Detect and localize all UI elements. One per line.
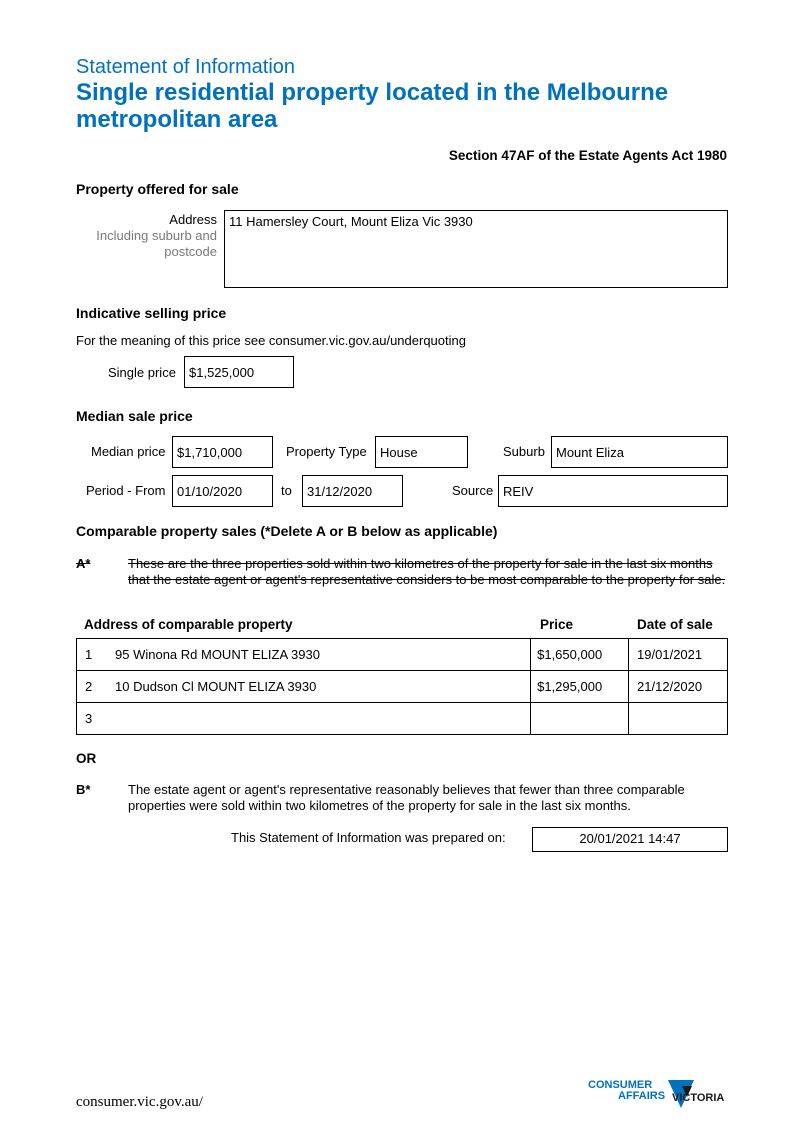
logo-text-affairs: AFFAIRS [618,1090,666,1102]
comparable-sales-table [76,638,728,735]
address-field[interactable]: 11 Hamersley Court, Mount Eliza Vic 3930 [224,210,728,288]
option-a-marker: A* [76,556,91,571]
row-address: 95 Winona Rd MOUNT ELIZA 3930 [115,647,320,662]
period-to-field[interactable]: 31/12/2020 [302,475,403,507]
document-title: Single residential property located in the Melbourne metropolitan area [76,79,669,133]
document-subtitle: Statement of Information [76,56,296,78]
or-label: OR [76,751,97,766]
period-from-field[interactable]: 01/10/2020 [172,475,273,507]
price-cell[interactable] [531,703,629,735]
col-header-address: Address of comparable property [84,617,293,632]
row-number: 3 [85,711,93,726]
address-cell[interactable] [77,703,531,735]
source-field[interactable]: REIV [498,475,728,507]
address-label-block [76,212,217,260]
property-section-title: Property offered for sale [76,181,239,197]
option-b-text: The estate agent or agent's representative reasonably believes that fewer than three comparable properties were sold within two kilometres of the property for sale in the last six months. [128,782,685,813]
single-price-field[interactable]: $1,525,000 [184,356,294,388]
address-cell[interactable] [77,639,531,671]
median-price-label: Median price [91,444,166,459]
single-price-label: Single price [108,365,176,380]
prepared-on-label: This Statement of Information was prepared on: [231,830,506,845]
option-b-marker: B* [76,782,91,797]
col-header-price: Price [540,617,574,632]
col-header-date: Date of sale [637,617,713,632]
logo-text-consumer: CONSUMER [588,1079,653,1091]
suburb-label: Suburb [503,444,545,459]
property-type-field[interactable]: House [375,436,468,468]
table-row [77,703,728,735]
footer-url[interactable]: consumer.vic.gov.au/ [76,1094,203,1110]
logo-text-victoria: VICTORIA [672,1092,725,1104]
consumer-affairs-victoria-logo [588,1078,730,1112]
price-cell[interactable]: $1,650,000 [531,639,629,671]
prepared-on-field[interactable]: 20/01/2021 14:47 [532,827,728,852]
price-cell[interactable]: $1,295,000 [531,671,629,703]
address-label: Address [169,212,217,227]
table-row [77,639,728,671]
period-from-label: Period - From [86,483,166,498]
address-hint: Including suburb and postcode [96,228,217,259]
indicative-section-title: Indicative selling price [76,305,227,321]
address-cell[interactable] [77,671,531,703]
property-type-label: Property Type [286,444,367,459]
act-reference: Section 47AF of the Estate Agents Act 1980 [448,148,727,163]
median-price-field[interactable]: $1,710,000 [172,436,273,468]
median-section-title: Median sale price [76,408,193,424]
date-cell[interactable]: 19/01/2021 [629,639,728,671]
option-a-text: These are the three properties sold within two kilometres of the property for sale in the last six months that the estate agent or agent's representative considers to be most comparable to the property for sale. [128,556,726,587]
to-label: to [281,483,292,498]
date-cell[interactable] [629,703,728,735]
table-row [77,671,728,703]
source-label: Source [452,483,494,498]
row-number: 2 [85,679,93,694]
underquoting-note: For the meaning of this price see consumer.vic.gov.au/underquoting [76,333,466,348]
row-address: 10 Dudson Cl MOUNT ELIZA 3930 [115,679,317,694]
comparable-section-title: Comparable property sales (*Delete A or B below as applicable) [76,523,498,539]
row-number: 1 [85,647,93,662]
date-cell[interactable]: 21/12/2020 [629,671,728,703]
suburb-field[interactable]: Mount Eliza [551,436,728,468]
